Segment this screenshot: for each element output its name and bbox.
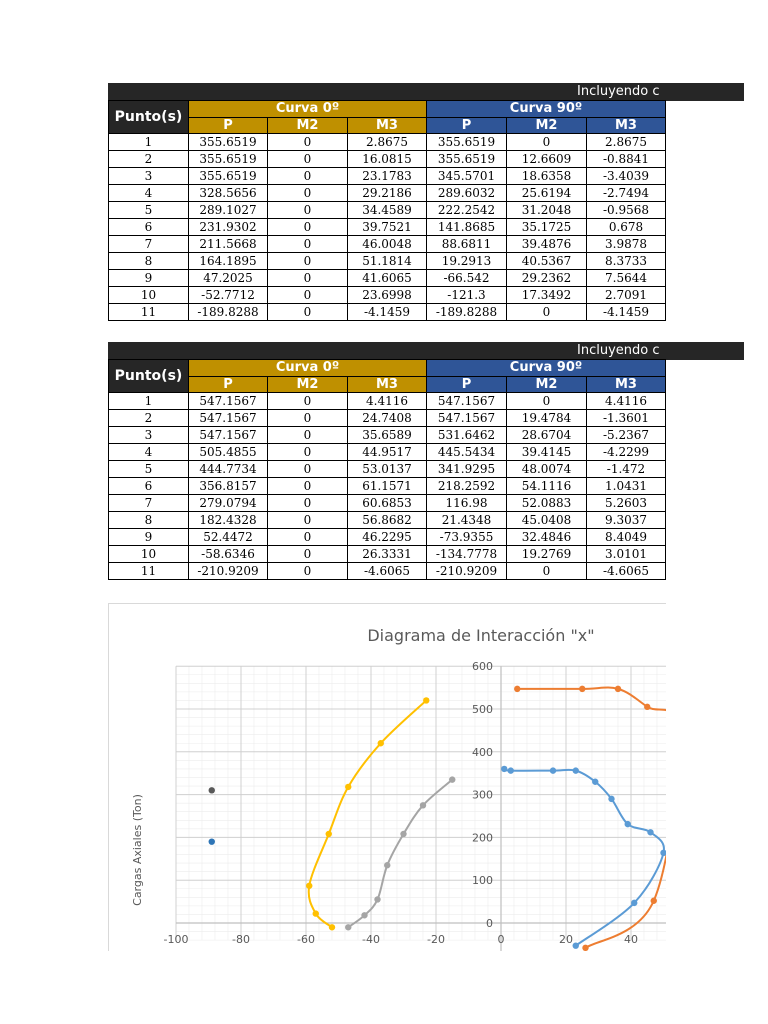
y-tick-label: 100	[472, 874, 493, 888]
table-cell: 1	[109, 134, 189, 151]
data-point	[374, 896, 380, 902]
y-tick-label: 600	[472, 660, 493, 674]
table-cell: -58.6346	[189, 546, 268, 563]
table-cell: 355.6519	[427, 134, 507, 151]
curve0-header: Curva 0º	[189, 101, 427, 118]
data-point	[573, 942, 579, 948]
table-cell: 0	[268, 478, 348, 495]
table-cell: -52.7712	[189, 287, 268, 304]
data-point	[625, 821, 631, 827]
table-cell: 32.4846	[507, 529, 587, 546]
table2-banner-text: Incluyendo c	[577, 343, 660, 358]
table-cell: 445.5434	[427, 444, 507, 461]
table-cell: 34.4589	[348, 202, 427, 219]
table-cell: 3	[109, 427, 189, 444]
table-cell: -2.7494	[587, 185, 666, 202]
table-cell: -4.2299	[587, 444, 666, 461]
col-header-m3: M3	[348, 377, 427, 393]
table-cell: 547.1567	[427, 393, 507, 410]
data-point	[644, 704, 650, 710]
table-cell: 211.5668	[189, 236, 268, 253]
table-cell: 88.6811	[427, 236, 507, 253]
data-point	[514, 686, 520, 692]
table-row	[109, 185, 666, 202]
table-row	[109, 495, 666, 512]
col-header-m3: M3	[348, 118, 427, 134]
table-cell: 182.4328	[189, 512, 268, 529]
table-cell: 0	[268, 563, 348, 580]
data-point	[329, 924, 335, 930]
x-tick-label: -100	[163, 933, 189, 946]
table-cell: 11	[109, 304, 189, 321]
table-cell: 8	[109, 253, 189, 270]
table-cell: 2.8675	[348, 134, 427, 151]
table-row	[109, 219, 666, 236]
table-cell: 0	[268, 270, 348, 287]
table-cell: 355.6519	[427, 151, 507, 168]
table-cell: 54.1116	[507, 478, 587, 495]
table-cell: 0	[268, 546, 348, 563]
table-cell: 0	[268, 219, 348, 236]
data-point	[631, 900, 637, 906]
col-header-m2: M2	[507, 377, 587, 393]
table-cell: 46.0048	[348, 236, 427, 253]
table-row	[109, 270, 666, 287]
table-cell: 21.4348	[427, 512, 507, 529]
data-point	[313, 910, 319, 916]
table-cell: 0	[507, 563, 587, 580]
table-cell: 547.1567	[427, 410, 507, 427]
table-row	[109, 512, 666, 529]
table-cell: 16.0815	[348, 151, 427, 168]
table-row	[109, 410, 666, 427]
table-row	[109, 427, 666, 444]
table-cell: 0	[268, 253, 348, 270]
table-cell: 9	[109, 270, 189, 287]
table-cell: 8.3733	[587, 253, 666, 270]
table-row	[109, 393, 666, 410]
table-cell: 18.6358	[507, 168, 587, 185]
table-cell: 0	[268, 202, 348, 219]
data-point	[615, 686, 621, 692]
table-cell: 531.6462	[427, 427, 507, 444]
y-tick-label: 200	[472, 831, 493, 845]
table-cell: 279.0794	[189, 495, 268, 512]
table1	[108, 100, 666, 321]
y-axis-label: Cargas Axiales (Ton)	[131, 794, 144, 906]
series-line	[348, 780, 452, 928]
data-point	[573, 767, 579, 773]
table-cell: 231.9302	[189, 219, 268, 236]
table-row	[109, 202, 666, 219]
interaction-chart	[108, 603, 666, 951]
table-cell: 141.8685	[427, 219, 507, 236]
table-cell: 0	[268, 151, 348, 168]
col-header-m2: M2	[507, 118, 587, 134]
table-cell: 2	[109, 410, 189, 427]
table-cell: -4.1459	[348, 304, 427, 321]
table-cell: 0	[268, 185, 348, 202]
table-cell: -66.542	[427, 270, 507, 287]
data-point	[501, 766, 507, 772]
table-cell: 46.2295	[348, 529, 427, 546]
table-cell: 222.2542	[427, 202, 507, 219]
table-cell: -4.6065	[348, 563, 427, 580]
table-row	[109, 236, 666, 253]
table-cell: -134.7778	[427, 546, 507, 563]
data-point	[326, 831, 332, 837]
table-row	[109, 151, 666, 168]
curve90-header: Curva 90º	[427, 101, 666, 118]
table1-banner	[108, 83, 744, 101]
table-cell: 11	[109, 563, 189, 580]
table-cell: 2	[109, 151, 189, 168]
data-point	[209, 838, 215, 844]
table-cell: 19.2769	[507, 546, 587, 563]
col-header-m2: M2	[268, 377, 348, 393]
data-point	[579, 686, 585, 692]
table-cell: -210.9209	[189, 563, 268, 580]
table-row	[109, 444, 666, 461]
data-point	[361, 912, 367, 918]
y-tick-label: 300	[472, 788, 493, 802]
data-point	[345, 924, 351, 930]
table-cell: 5.2603	[587, 495, 666, 512]
table-cell: 56.8682	[348, 512, 427, 529]
table-cell: 3.0101	[587, 546, 666, 563]
data-point	[651, 898, 657, 904]
x-tick-label: -80	[232, 933, 250, 946]
data-point	[608, 796, 614, 802]
col-header-p: P	[427, 118, 507, 134]
table-cell: 29.2186	[348, 185, 427, 202]
table-cell: 289.1027	[189, 202, 268, 219]
table-row	[109, 253, 666, 270]
table-cell: 0	[268, 168, 348, 185]
table-cell: 9	[109, 529, 189, 546]
table-row	[109, 461, 666, 478]
table-cell: 3.9878	[587, 236, 666, 253]
table2	[108, 359, 666, 580]
table-cell: 10	[109, 287, 189, 304]
data-point	[420, 802, 426, 808]
table-cell: 0	[268, 287, 348, 304]
table-cell: 505.4855	[189, 444, 268, 461]
table-cell: 547.1567	[189, 410, 268, 427]
table-cell: 356.8157	[189, 478, 268, 495]
table-cell: 19.4784	[507, 410, 587, 427]
table-cell: 0	[268, 304, 348, 321]
chart-series	[209, 686, 666, 951]
table-cell: -210.9209	[427, 563, 507, 580]
y-tick-label: 0	[486, 917, 493, 930]
table-cell: -1.3601	[587, 410, 666, 427]
data-point	[378, 740, 384, 746]
table-cell: 7.5644	[587, 270, 666, 287]
data-point	[582, 945, 588, 951]
table-cell: 0	[268, 236, 348, 253]
data-point	[550, 767, 556, 773]
table-cell: 0.678	[587, 219, 666, 236]
data-point	[423, 697, 429, 703]
table-cell: 444.7734	[189, 461, 268, 478]
table-cell: 0	[268, 444, 348, 461]
data-point	[647, 829, 653, 835]
data-point	[384, 862, 390, 868]
table-row	[109, 563, 666, 580]
data-point	[449, 776, 455, 782]
table-cell: 35.1725	[507, 219, 587, 236]
table-cell: 547.1567	[189, 393, 268, 410]
x-tick-label: -40	[362, 933, 380, 946]
table-cell: 29.2362	[507, 270, 587, 287]
table-cell: 35.6589	[348, 427, 427, 444]
col-header-p: P	[427, 377, 507, 393]
table-row	[109, 287, 666, 304]
table1-banner-text: Incluyendo c	[577, 84, 660, 99]
table-cell: 19.2913	[427, 253, 507, 270]
x-tick-label: -20	[427, 933, 445, 946]
table-cell: 355.6519	[189, 168, 268, 185]
series-line	[517, 688, 666, 948]
table-cell: 8	[109, 512, 189, 529]
table-cell: 23.1783	[348, 168, 427, 185]
x-tick-label: 40	[624, 933, 638, 946]
table-cell: -0.9568	[587, 202, 666, 219]
table-cell: 28.6704	[507, 427, 587, 444]
table-cell: 0	[268, 512, 348, 529]
table-cell: 48.0074	[507, 461, 587, 478]
table-cell: 23.6998	[348, 287, 427, 304]
table-cell: 1.0431	[587, 478, 666, 495]
table-cell: 24.7408	[348, 410, 427, 427]
table-cell: 47.2025	[189, 270, 268, 287]
col-header-m3: M3	[587, 377, 666, 393]
chart-title: Diagrama de Interacción "x"	[367, 626, 595, 645]
data-point	[209, 787, 215, 793]
table-cell: 4	[109, 444, 189, 461]
table2-banner	[108, 342, 744, 360]
table-cell: 7	[109, 236, 189, 253]
table-cell: 5	[109, 202, 189, 219]
table-cell: 2.7091	[587, 287, 666, 304]
col-header-p: P	[189, 118, 268, 134]
curve90-header: Curva 90º	[427, 360, 666, 377]
table-cell: 0	[268, 495, 348, 512]
table-row	[109, 529, 666, 546]
table-cell: 116.98	[427, 495, 507, 512]
table-cell: 53.0137	[348, 461, 427, 478]
table-cell: -3.4039	[587, 168, 666, 185]
table-cell: 25.6194	[507, 185, 587, 202]
table-cell: 4.4116	[348, 393, 427, 410]
data-point	[306, 883, 312, 889]
table-cell: -189.8288	[427, 304, 507, 321]
y-tick-label: 500	[472, 703, 493, 716]
table-cell: 6	[109, 478, 189, 495]
table-cell: 17.3492	[507, 287, 587, 304]
x-tick-label: 0	[497, 933, 505, 946]
table-cell: 0	[268, 427, 348, 444]
x-tick-label: 20	[559, 933, 573, 946]
table-cell: 0	[268, 134, 348, 151]
data-point	[660, 850, 666, 856]
table-row	[109, 478, 666, 495]
table-cell: 0	[268, 529, 348, 546]
table-cell: -4.6065	[587, 563, 666, 580]
x-tick-label: -60	[297, 933, 315, 946]
table-cell: 345.5701	[427, 168, 507, 185]
col-header-p: P	[189, 377, 268, 393]
table-cell: 3	[109, 168, 189, 185]
table-cell: 26.3331	[348, 546, 427, 563]
point-header: Punto(s)	[109, 360, 189, 393]
table-cell: 8.4049	[587, 529, 666, 546]
curve0-header: Curva 0º	[189, 360, 427, 377]
table-cell: 60.6853	[348, 495, 427, 512]
table-cell: 52.0883	[507, 495, 587, 512]
table-cell: 0	[268, 410, 348, 427]
table-cell: 0	[507, 393, 587, 410]
table-cell: 39.4145	[507, 444, 587, 461]
table-cell: 0	[507, 134, 587, 151]
table-cell: 289.6032	[427, 185, 507, 202]
table-cell: 12.6609	[507, 151, 587, 168]
table-cell: 52.4472	[189, 529, 268, 546]
table-row	[109, 546, 666, 563]
table-cell: 2.8675	[587, 134, 666, 151]
table-cell: 328.5656	[189, 185, 268, 202]
table-cell: 7	[109, 495, 189, 512]
chart-svg	[109, 604, 666, 951]
table-cell: 1	[109, 393, 189, 410]
data-point	[345, 784, 351, 790]
table-cell: 44.9517	[348, 444, 427, 461]
col-header-m3: M3	[587, 118, 666, 134]
table-cell: 40.5367	[507, 253, 587, 270]
table-cell: 355.6519	[189, 134, 268, 151]
table-cell: 51.1814	[348, 253, 427, 270]
table-cell: 45.0408	[507, 512, 587, 529]
table-cell: 4	[109, 185, 189, 202]
table-cell: -189.8288	[189, 304, 268, 321]
table-cell: 31.2048	[507, 202, 587, 219]
table-cell: 41.6065	[348, 270, 427, 287]
table-cell: 6	[109, 219, 189, 236]
table-cell: 61.1571	[348, 478, 427, 495]
table-cell: 4.4116	[587, 393, 666, 410]
table-cell: 547.1567	[189, 427, 268, 444]
y-tick-label: 400	[472, 745, 493, 759]
table-cell: 355.6519	[189, 151, 268, 168]
table-cell: -73.9355	[427, 529, 507, 546]
table-cell: 0	[507, 304, 587, 321]
table-cell: -5.2367	[587, 427, 666, 444]
table-cell: -4.1459	[587, 304, 666, 321]
table-cell: 10	[109, 546, 189, 563]
table-cell: 164.1895	[189, 253, 268, 270]
table-cell: -121.3	[427, 287, 507, 304]
point-header: Punto(s)	[109, 101, 189, 134]
table-row	[109, 134, 666, 151]
data-point	[400, 831, 406, 837]
data-point	[508, 767, 514, 773]
table-cell: -1.472	[587, 461, 666, 478]
table-cell: 0	[268, 393, 348, 410]
table-row	[109, 304, 666, 321]
table-cell: 0	[268, 461, 348, 478]
table-cell: 341.9295	[427, 461, 507, 478]
table-cell: 218.2592	[427, 478, 507, 495]
table-cell: 39.4876	[507, 236, 587, 253]
data-point	[592, 779, 598, 785]
table-row	[109, 168, 666, 185]
table-cell: -0.8841	[587, 151, 666, 168]
col-header-m2: M2	[268, 118, 348, 134]
table-cell: 5	[109, 461, 189, 478]
table-cell: 9.3037	[587, 512, 666, 529]
table-cell: 39.7521	[348, 219, 427, 236]
